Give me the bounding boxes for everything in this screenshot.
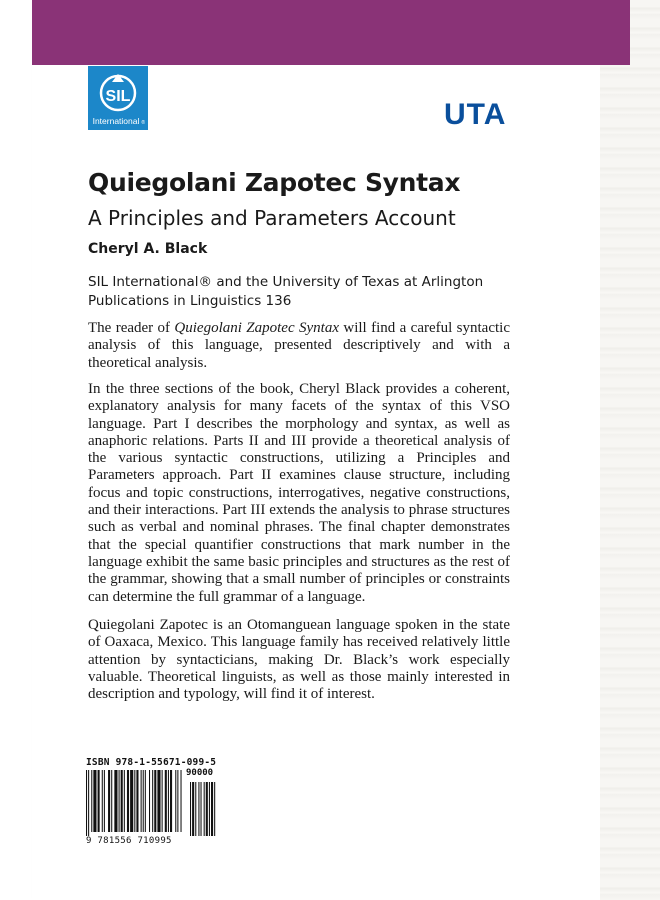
price-code: 90000 [186, 768, 214, 778]
barcode-bar [175, 770, 176, 832]
barcode-bar [114, 770, 117, 832]
publisher-line-1: SIL International® and the University of Texas at Arlington [88, 274, 484, 290]
barcode-bar [91, 770, 92, 832]
barcode-addon-bar [211, 782, 213, 836]
uta-logo-text: UTA [444, 98, 507, 131]
barcode-bar [104, 770, 105, 832]
barcode-bar [108, 770, 110, 832]
p1-book-title-italic: Quiegolani Zapotec Syntax [174, 320, 339, 336]
barcode-bar [88, 770, 89, 836]
barcode-bar [119, 770, 120, 832]
barcode-addon-bar [201, 782, 202, 836]
barcode-bar [93, 770, 96, 832]
barcode-addon-bar [195, 782, 196, 836]
barcode-bar [111, 770, 112, 832]
barcode-bar [154, 770, 156, 832]
barcode-addon-bar [192, 782, 194, 836]
description-paragraph-3: Quiegolani Zapotec is an Otomanguean language spoken in the state of Oaxaca, Mexico. This language family has received relatively little attention by syntacticians, making Dr. Black’s work especially valuable. Theoretical linguists, as well as those mainly interested in description and typology, will find it of interest. [88, 617, 510, 703]
author-name: Cheryl A. Black [88, 241, 208, 257]
barcode-bar [98, 770, 100, 832]
sil-logo-text: SIL [105, 88, 131, 105]
barcode-bar [136, 770, 138, 832]
barcode-bar [177, 770, 178, 832]
isbn-label: ISBN 978-1-55671-099-5 [86, 757, 217, 768]
barcode-addon-bar [198, 782, 199, 836]
barcode-digits: 9 781556 710995 [86, 836, 172, 846]
sil-international-logo [88, 66, 148, 130]
barcode-bar [181, 770, 182, 832]
p1-before: The reader of [88, 320, 175, 336]
description-paragraph-2: In the three sections of the book, Cheryl Black provides a coherent, explanatory analysis for many facets of the syntax of this VSO language. Part I describes the morphology and syntax, as well as anaphoric relations. Parts II and III provide a theoretical analysis of the various syntactic constructions, utilizing a Principles and Parameters approach. Part II examines clause structure, including focus and topic constructions, interrogatives, negative constructions, and their interactions. Part III extends the analysis to phrase structures such as verbal and nominal phrases. The final chapter demonstrates that the special quantifier constructions that mark number in the language exhibit the same basic principles and structures as the rest of the grammar, showing that a small number of principles or constraints can determine the full grammar of a language. [88, 381, 510, 605]
barcode-bar [124, 770, 125, 832]
uta-logo [444, 100, 506, 130]
barcode-addon-bar [214, 782, 215, 836]
barcode-bar [86, 770, 87, 836]
barcode-addon-bar [190, 782, 191, 836]
barcode-bar [170, 770, 172, 832]
barcode-bar [127, 770, 129, 832]
p1-after: will find a careful syntactic analysis of this language, presented descriptively and with a theoretical analysis. [88, 320, 510, 371]
sil-logo-graphic [88, 66, 148, 130]
publisher-info [88, 273, 483, 311]
barcode-bar [149, 770, 150, 832]
book-title: Quiegolani Zapotec Syntax [88, 168, 461, 197]
barcode-bar [168, 770, 169, 832]
page-edge-texture [600, 0, 660, 900]
description-paragraph-1 [88, 320, 510, 372]
barcode-bar [141, 770, 142, 832]
barcode-bar [134, 770, 135, 832]
barcode-bar [157, 770, 160, 832]
barcode-bar [145, 770, 146, 832]
barcode-bars [86, 770, 220, 836]
barcode-bar [165, 770, 167, 832]
sil-logo-registered-mark: ® [141, 120, 145, 126]
barcode-bar [162, 770, 163, 832]
barcode-bar [102, 770, 103, 832]
sil-logo-subtext: International [92, 116, 140, 126]
barcode-bar [121, 770, 123, 832]
barcode-addon-bar [209, 782, 210, 836]
barcode-addon-bar [204, 782, 205, 836]
barcode-bar [152, 770, 153, 832]
barcode-bar [143, 770, 144, 832]
top-color-band [32, 0, 630, 65]
book-subtitle: A Principles and Parameters Account [88, 206, 456, 230]
publisher-line-2: Publications in Linguistics 136 [88, 293, 292, 309]
isbn-barcode [86, 757, 220, 847]
barcode-addon-bar [206, 782, 208, 836]
barcode-bar [130, 770, 133, 832]
